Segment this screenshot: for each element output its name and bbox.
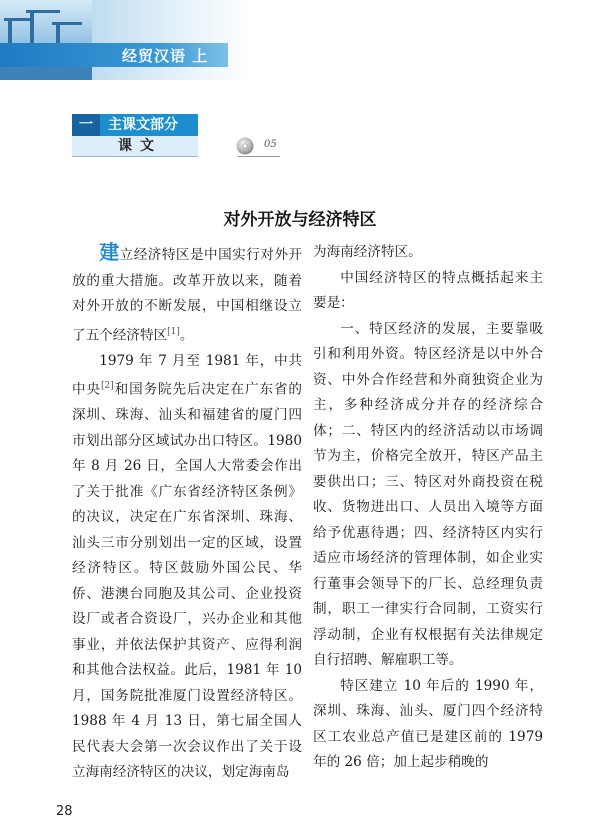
audio-track-number: 05	[264, 139, 277, 150]
subsection-label: 课文	[118, 138, 162, 154]
paragraph-4: 一、特区经济的发展，主要靠吸引和利用外资。特区经济是以中外合资、中外合作经营和外商独资企业为主，多种经济成分并存的经济综合体；二、特区内的经济活动以市场调节为主，价格完全放开，特区产品主要供出口；三、特区对外商投资在税收、货物进出口、人员出入境等方面给予优惠待遇；四、经济特区内实行适应市场经济的管理体制，如企业实行董事会领导下的厂长、总经理负责制，职工一律实行合同制，工资实行浮动制，企业有权根据有关法律规定自行招聘、解雇职工等。	[313, 320, 543, 668]
header-fade	[92, 0, 252, 80]
paragraph-2	[72, 349, 302, 786]
drop-cap: 建	[99, 240, 120, 264]
page-header	[0, 0, 600, 80]
paragraph-5: 特区建立 10 年后的 1990 年，深圳、珠海、汕头、厦门四个经济特区工农业总产值已是建区前的 1979 年的 26 倍；加上起步稍晚的	[313, 677, 543, 770]
text-column-right	[313, 240, 543, 776]
section-tab	[72, 114, 198, 136]
footnote-ref-1[interactable]: [1]	[167, 326, 180, 337]
subsection-tab	[72, 136, 198, 157]
section-number: 一	[72, 114, 100, 136]
footnote-ref-2[interactable]: [2]	[100, 381, 114, 392]
paragraph-1-text: 立经济特区是中国实行对外开放的重大措施。改革开放以来，随着对外开放的不断发展，中国相继设立了五个经济特区	[72, 247, 302, 344]
section-label: 主课文部分	[108, 117, 178, 133]
lesson-title: 对外开放与经济特区	[223, 210, 377, 230]
header-port-photo	[0, 0, 92, 80]
book-title: 经贸汉语 上	[122, 47, 209, 65]
paragraph-2-continued: 为海南经济特区。	[313, 244, 422, 260]
page-number: 28	[56, 804, 73, 819]
track-underline	[238, 156, 280, 157]
paragraph-2-text-a: 1979 年 7 月至 1981 年，中共中央	[72, 352, 302, 398]
text-column-left	[72, 240, 302, 786]
paragraph-1-end: 。	[179, 327, 194, 344]
paragraph-2-text-b: 和国务院先后决定在广东省的深圳、珠海、汕头和福建省的厦门四市划出部分区域试办出口特区。1980 年 8 月 26 日，全国人大常委会作出了关于批准《广东省经济特区条例》的决议，决定在广东省深圳、珠海、汕头三市分别划出一定的区域，设置经济特区。特区鼓励外国公民、华侨、港澳台同胞及其公司、企业投资设厂或者合资设厂，兴办企业和其他事业，并依法保护其资产、应得利润和其他合法权益。此后，1981 年 10 月，国务院批准厦门设置经济特区。1988 年 4 月 13 日，第七届全国人民代表大会第一次会议作出了关于设立海南经济特区的决议，划定海南岛	[72, 381, 303, 781]
paragraph-1	[72, 240, 302, 349]
cd-icon[interactable]	[236, 137, 254, 155]
paragraph-3: 中国经济特区的特点概括起来主要是：	[313, 269, 543, 311]
